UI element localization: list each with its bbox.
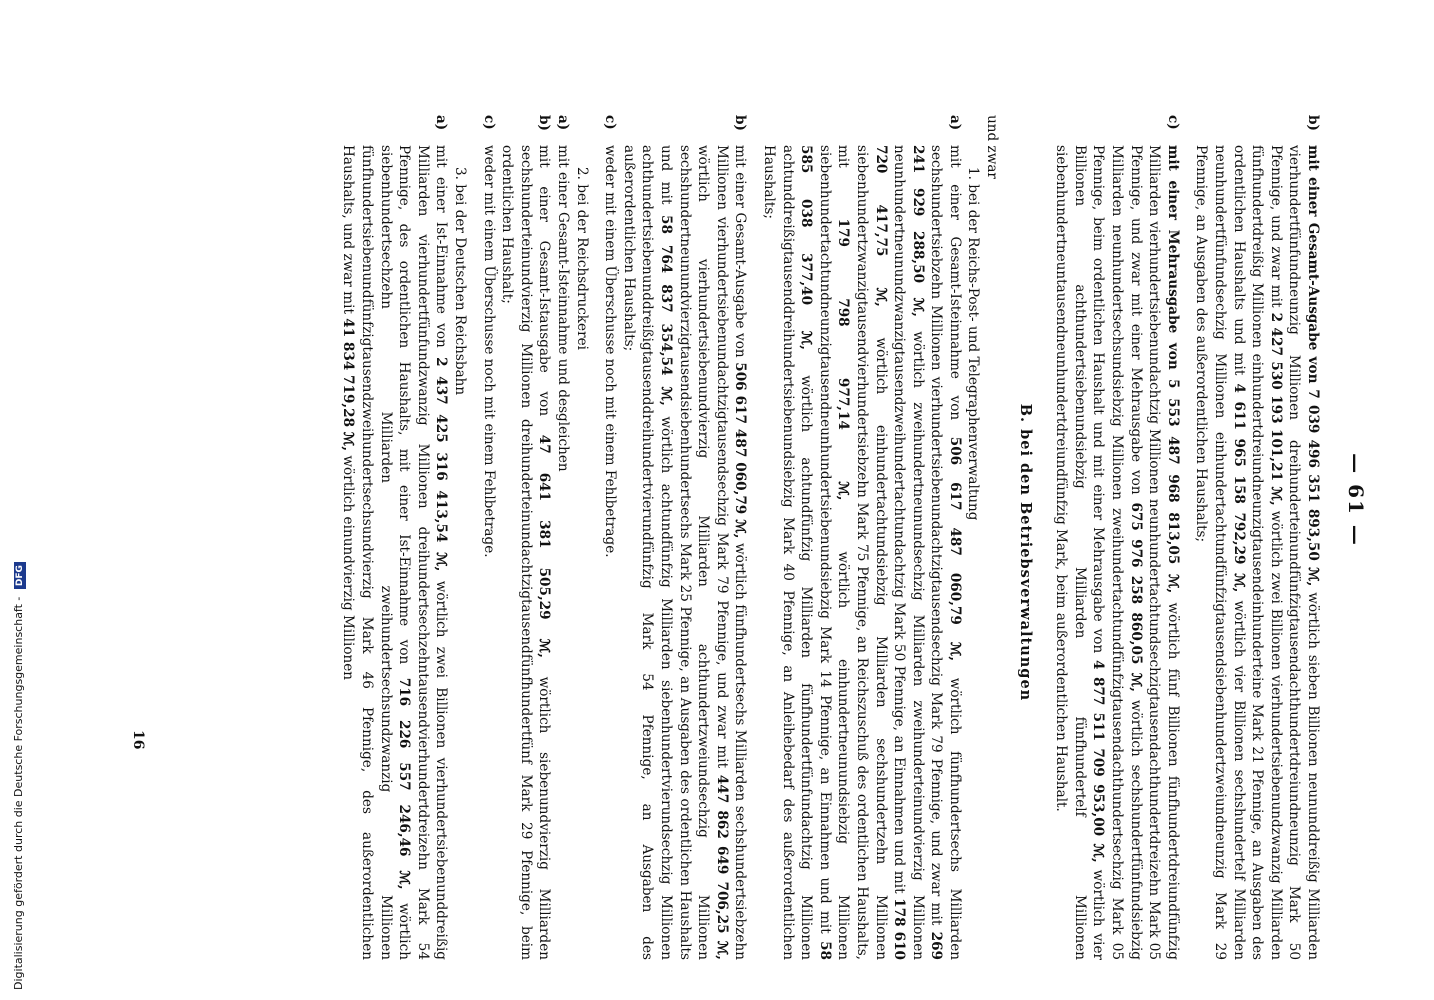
item-lead: mit einer Gesamt-Ausgabe von: [732, 145, 749, 358]
item-1a: [759, 115, 964, 961]
amount-words: wörtlich siebenhundertsechzehn Milliarden zweihundertsechsundzwanzig Millionen fünfhundertsiebenundfünfzigtausendzweihundertsechsundvierzig Mark 46 Pfennige, des außerordentlichen Haushalts, und zwar mit: [340, 145, 413, 960]
item-1b: [619, 115, 749, 960]
amount: 447 862 649 706,25 ℳ,: [713, 774, 730, 960]
amount: 179 798 977,14 ℳ,: [835, 218, 852, 501]
amount-words: wörtlich achtundfünfzig Milliarden fünfhundertfünfundachtzig Millionen achtunddreißigtausenddreihundertsiebenundsiebzig Mark 40 Pfennige, an Anleihebedarf des außerordentlichen Haushalts;: [760, 145, 815, 960]
item-marker: a): [555, 115, 572, 131]
item-lead: mit einer Gesamt-Istausgabe von: [536, 145, 553, 417]
credit-strip: [0, 0, 25, 1000]
amount: 47 641 381 505,29 ℳ,: [536, 434, 553, 658]
item-marker: a): [433, 115, 450, 131]
amount: 7 039 496 351 893,50 ℳ,: [1305, 389, 1321, 587]
amount-words: wörtlich fünfhundertsechs Milliarden sechshundertsiebzehn Millionen vierhundertsiebenundachtzigtausendsechzig Mark 79 Pfennige, und zwar mit: [713, 145, 749, 960]
amount: 2 437 425 316 413,54 ℳ,: [433, 357, 450, 572]
amount: 506 617 487 060,79 ℳ,: [732, 362, 749, 539]
amount: 58 764 837 354,54 ℳ,: [658, 215, 674, 406]
amount: 506 617 487 060,79 ℳ,: [946, 436, 963, 662]
item-marker: c): [1164, 115, 1181, 130]
item-c: [1052, 115, 1182, 960]
amount-words: wörtlich vierhundertsiebenundvierzig Milliarden achthundertzweiundsechzig Millionen sechshundertneunundvierzigtausendsiebenhundertsechs Mark 25 Pfennige, an Ausgaben des ordentlichen Haushalts und mit: [658, 145, 712, 960]
amount-words: wörtlich vier Billionen achthundertsiebenundsiebzig Milliarden fünfhundertelf Millionen siebenhundertneuntausendneunhundertdreiundfünfzig Mark, beim außerordentlichen Haushalt.: [1053, 145, 1107, 960]
item-3a: [339, 115, 451, 961]
subsection-1: 1. bei der Reichs-Post- und Telegraphenverwaltung: [965, 167, 982, 521]
item-marker: c): [602, 115, 619, 130]
amount-words: wörtlich siebenundvierzig Milliarden sechshunderteinundvierzig Millionen dreihunderteinundachtzigtausendfünfhundertfünf Mark 29 Pfennige, beim ordentlichen Haushalt;: [499, 145, 553, 961]
item-b: [1192, 115, 1322, 961]
amount-words: wörtlich fünf Billionen fünfhundertdreiundfünfzig Milliarden vierhundertsiebenundachtzig Millionen neunhundertachtundsechzigtausendachthundertdreizehn Mark 05 Pfennige, und zwar mit einer Mehrausgabe von: [1127, 145, 1181, 960]
item-lead: mit einer Gesamt-Ausgabe von: [1305, 145, 1321, 384]
item-lead: mit einer Mehrausgabe von: [1164, 145, 1181, 370]
dfg-logo-icon: DFG: [14, 562, 26, 589]
item-1c: c) weder mit einem Überschusse noch mit einem Fehlbetrage.: [602, 115, 619, 558]
amount-words: wörtlich sieben Billionen neununddreißig Milliarden vierhundertfünfundneunzig Millionen dreihunderteinundfünfzigtausendachthundertdreiundneunzig Mark 50 Pfennige, und zwar mit: [1267, 145, 1321, 960]
amount-words: wörtlich zwei Billionen vierhundertsiebenunddreißig Milliarden vierhundertfünfundzwanzig Millionen dreihundertsechzehntausendvierhundertdreizehn Mark 54 Pfennige, des ordentlichen Haushalts, mit einer Ist-Einnahme von: [396, 145, 450, 961]
item-marker: b): [536, 115, 553, 131]
amount-words: wörtlich achtundfünfzig Milliarden siebenhundertvierundsechzig Millionen achthundertsiebenunddreißigtausenddreihundertvierundfünfzig Mark 54 Pfennige, an Ausgaben des außerordentlichen Haushalts;: [620, 145, 674, 960]
printer-signature: 16: [130, 730, 146, 750]
amount-words: wörtlich zweihundertneunundsechzig Milliarden zweihunderteinundvierzig Millionen neunhundertneunundzwanzigtausendzweihundertachtundachtzig Mark 50 Pfennige, an Einnahmen und mit: [891, 145, 926, 960]
item-marker: a): [946, 115, 963, 131]
footer-credit: Digitalisierung gefördert durch die Deutsche Forschungsgemeinschaft -: [12, 596, 25, 990]
item-marker: c): [480, 115, 497, 130]
amount-words: wörtlich einundvierzig Millionen: [340, 455, 357, 681]
und-zwar: und zwar: [984, 115, 1001, 179]
item-2c: c) weder mit einem Überschusse noch mit einem Fehlbetrage.: [480, 115, 497, 558]
amount: 178 610 720 417,75 ℳ,: [872, 145, 908, 961]
amount: 5 553 487 968 813,05 ℳ,: [1164, 379, 1181, 594]
page-number-header: — 61 —: [1344, 453, 1368, 547]
amount-words: wörtlich einhundertneunundsiebzig Millionen siebenhundertachtundneunzigtausendneunhundertsiebenundsiebzig Mark 14 Pfennige, an Einnahmen und mit: [816, 145, 852, 960]
amount: 269 241 929 288,50 ℳ,: [909, 145, 945, 960]
item-2a: a) mit einer Gesamt-Isteinnahme und desgleichen: [555, 115, 572, 472]
amount-words: wörtlich zwei Billionen vierhundertsiebenundzwanzig Milliarden fünfhundertdreißig Millionen einhundertdreiundneunzigtausendeinhunderteine Mark 21 Pfennige, an Ausgaben des ordentlichen Haushalts und mit: [1230, 145, 1284, 961]
section-heading: B. bei den Betriebsverwaltungen: [1016, 403, 1034, 702]
subsection-3: 3. bei der Deutschen Reichsbahn: [452, 167, 469, 396]
amount: 2 427 530 193 101,21 ℳ,: [1267, 312, 1284, 506]
amount: 4 611 965 158 792,29 ℳ,: [1230, 383, 1247, 593]
item-marker: b): [732, 115, 749, 131]
amount-words: wörtlich fünfhundertsechs Milliarden sechshundertsiebzehn Millionen vierhundertsiebenundachtzigtausendsechzig Mark 79 Pfennige, und zwar mit: [928, 145, 963, 960]
amount: 41 834 719,28 ℳ,: [340, 318, 357, 452]
subsection-2: 2. bei der Reichsdruckerei: [573, 167, 590, 350]
item-lead: mit einer Ist-Einnahme von: [433, 145, 450, 348]
document-body: [339, 115, 1322, 961]
item-marker: b): [1305, 115, 1321, 131]
amount: 4 877 511 709 953,00 ℳ,: [1090, 660, 1107, 863]
amount-words: wörtlich einhundertachtundsiebzig Milliarden sechshundertzehn Millionen siebenhundertzwanzigtausendvierhundertsiebzehn Mark 75 Pfennige, an Reichszuschuß des ordentlichen Haushalts, mit: [835, 145, 889, 960]
item-2b: [498, 115, 554, 961]
amount-words: wörtlich sechshundertfünfundsiebzig Milliarden neunhundertsechsundsiebzig Millionen zweihundertachtundfünfzigtausendachthundertsechzig Mark 05 Pfennige, beim ordentlichen Haushalt und mit einer Mehrausgabe von: [1090, 145, 1144, 960]
amount: 716 226 557 246,46 ℳ,: [396, 677, 413, 890]
item-lead: mit einer Gesamt-Isteinnahme von: [946, 145, 963, 421]
amount: 675 976 258 860,05 ℳ,: [1127, 502, 1144, 692]
amount-words: wörtlich vier Billionen sechshundertelf Milliarden neunhundertfünfundsechzig Millionen einhundertachtundfünfzigtausendsiebenhundertzweiundneunzig Mark 29 Pfennige, an Ausgaben des außerordentlichen Haushalts;: [1193, 145, 1247, 960]
amount: 58 585 038 377,40 ℳ,: [798, 145, 833, 960]
